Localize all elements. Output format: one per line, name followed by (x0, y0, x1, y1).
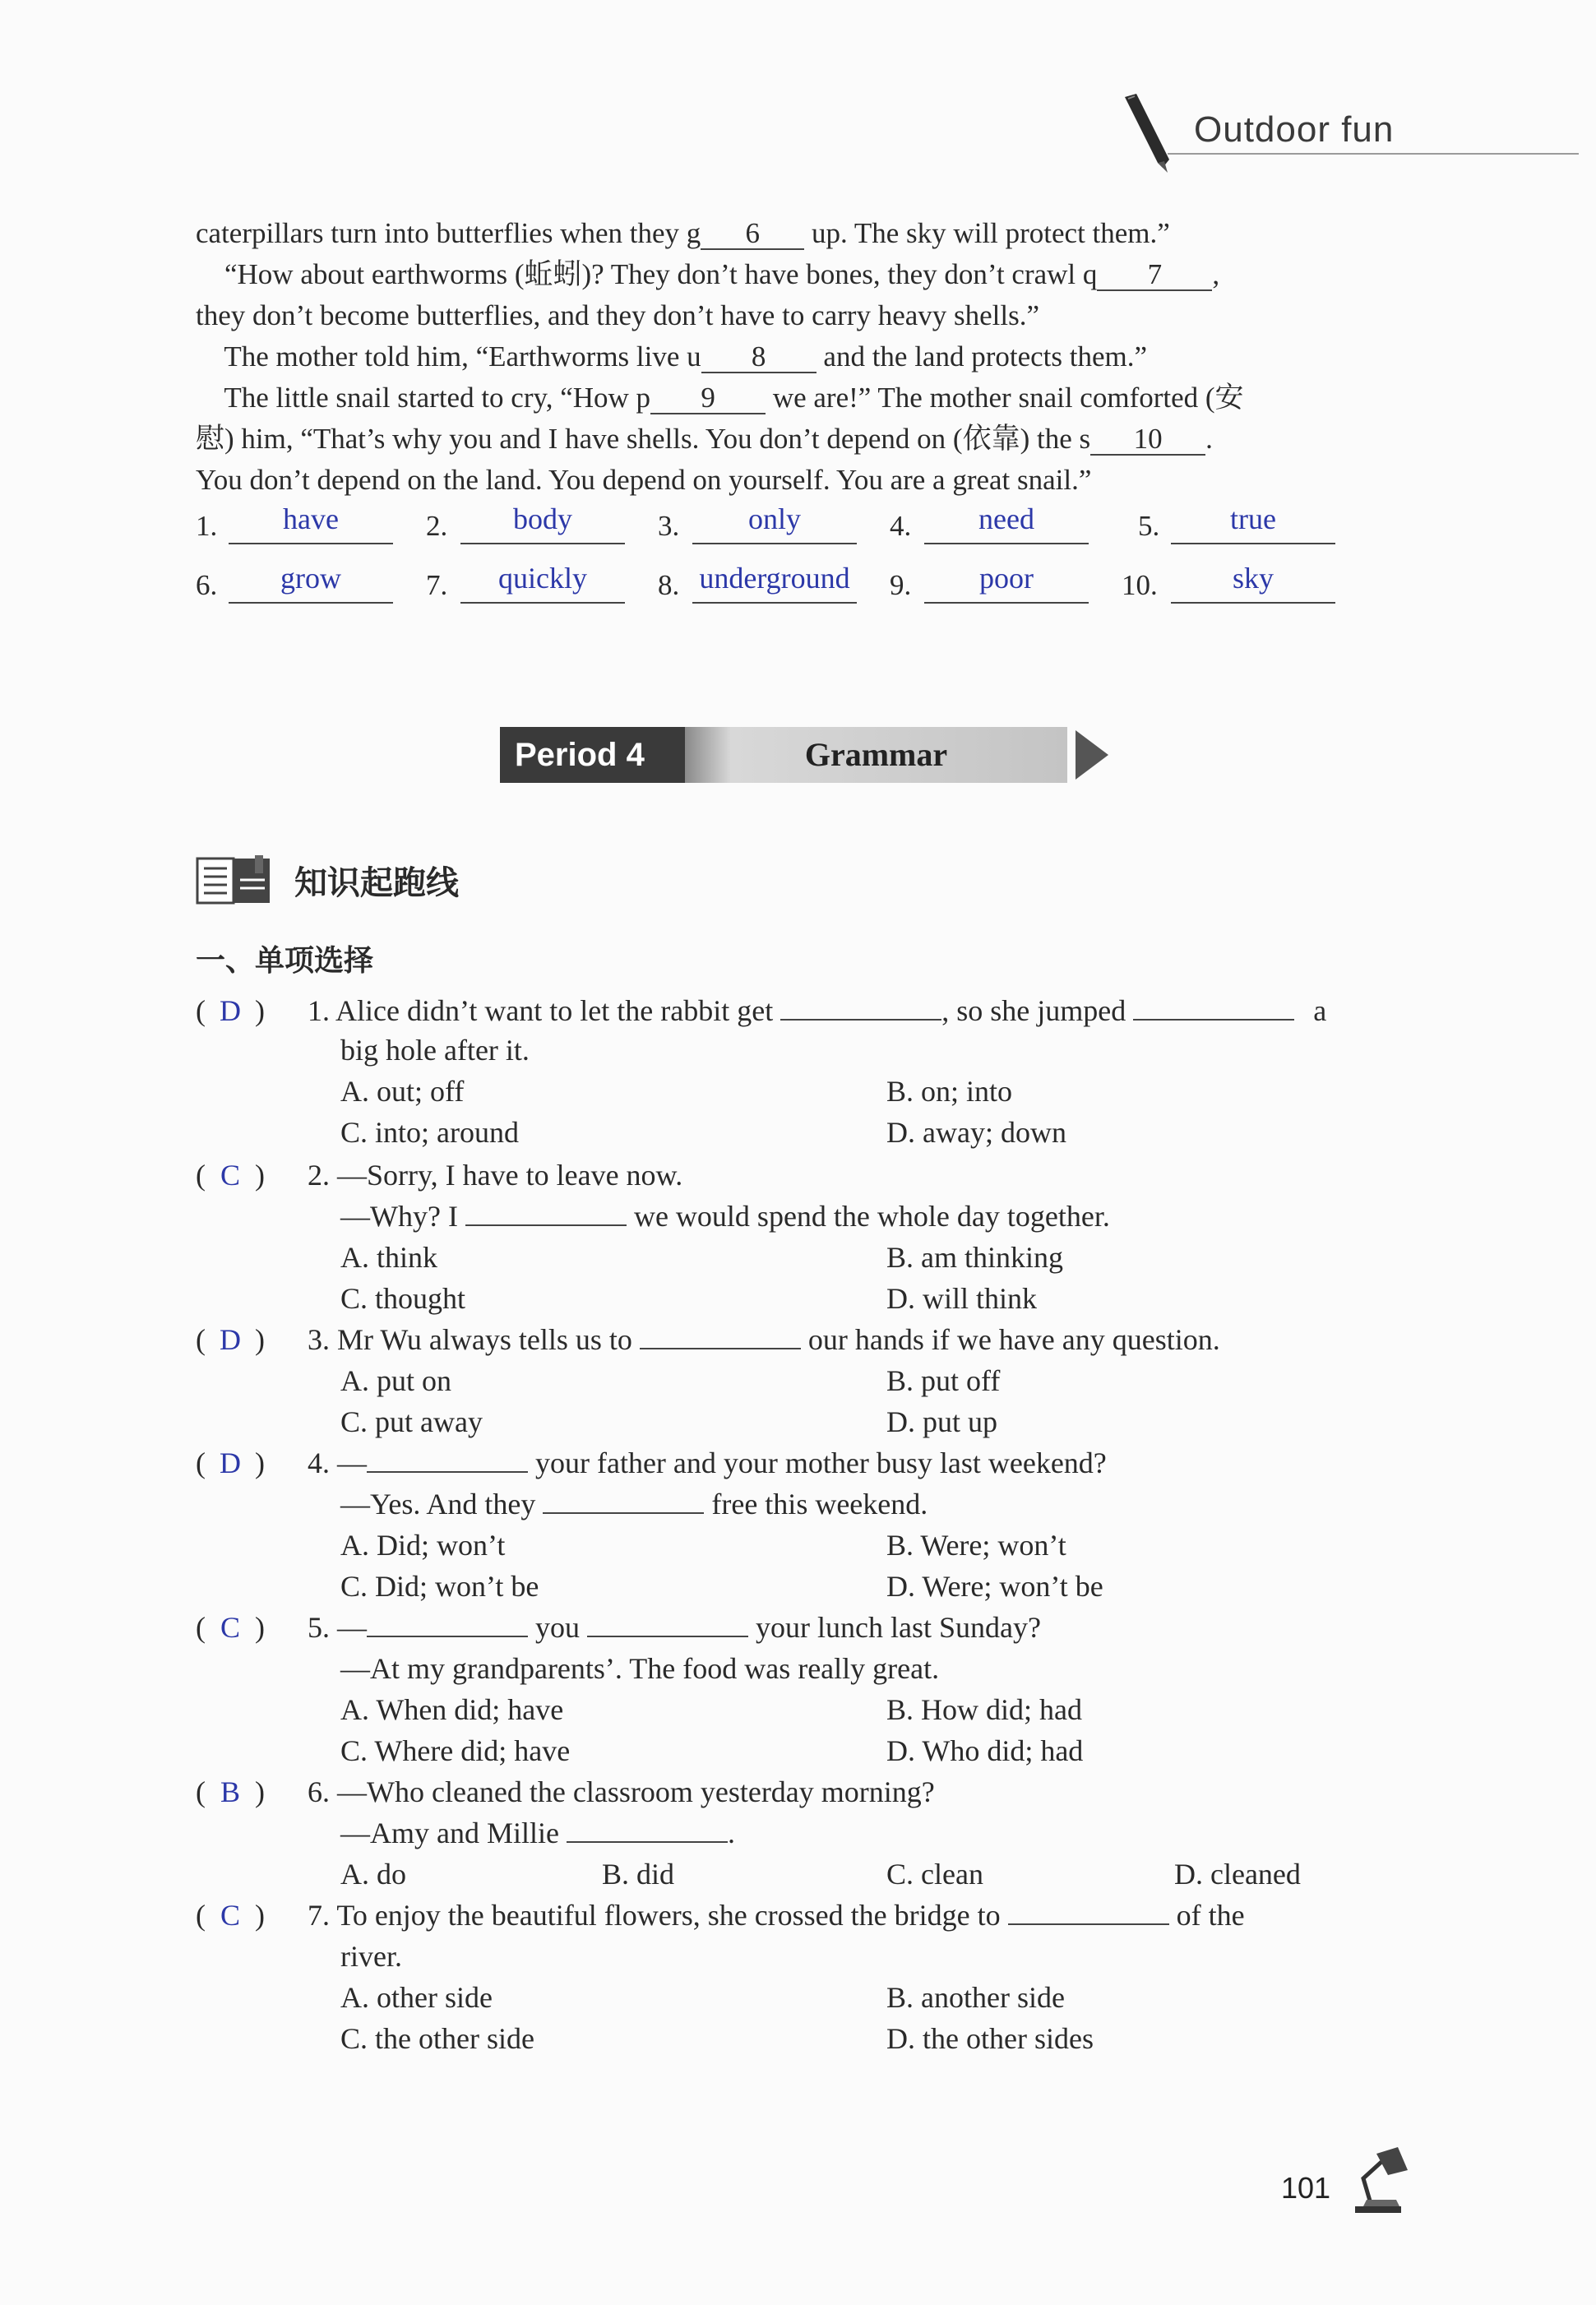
question-line: 2. —Sorry, I have to leave now. (308, 1159, 683, 1192)
question-line: 1. Alice didn’t want to let the rabbit get , so she jumped a (308, 994, 1327, 1027)
answer-value: quickly (460, 561, 625, 604)
option: A. Did; won’t (340, 1529, 506, 1562)
answer-value: underground (692, 561, 857, 604)
answer-value: poor (924, 561, 1089, 604)
chapter-title: Outdoor fun (1194, 109, 1395, 150)
passage-line: caterpillars turn into butterflies when they g 6 up. The sky will protect them.” (196, 217, 1170, 249)
option: D. the other sides (886, 2022, 1094, 2055)
period-label: Period 4 (500, 727, 685, 783)
section-title: 知识起跑线 (294, 864, 459, 901)
answer-value: grow (229, 561, 393, 604)
question-line: 5. — you your lunch last Sunday? (308, 1611, 1041, 1644)
option: D. will think (886, 1282, 1038, 1315)
question-line: —At my grandparents’. The food was really great. (340, 1652, 940, 1685)
book-icon (196, 855, 273, 905)
answer-number: 2. (426, 510, 448, 542)
option: A. When did; have (340, 1693, 564, 1726)
answer-number: 9. (890, 569, 912, 601)
option: D. Who did; had (886, 1734, 1084, 1767)
option: B. am thinking (886, 1241, 1063, 1274)
option: A. out; off (340, 1075, 465, 1108)
option: A. other side (340, 1981, 493, 2014)
option: C. clean (886, 1858, 983, 1891)
answer-value: body (460, 502, 625, 544)
question-line: big hole after it. (340, 1034, 530, 1067)
question-line: river. (340, 1940, 402, 1973)
answer-number: 4. (890, 510, 912, 542)
page-number: 101 (1281, 2171, 1331, 2205)
answer-value: have (229, 502, 393, 544)
question-line: —Yes. And they free this weekend. (340, 1488, 928, 1520)
answer-value: sky (1171, 561, 1335, 604)
option: C. thought (340, 1282, 466, 1315)
question-line: —Why? I we would spend the whole day together. (340, 1200, 1110, 1233)
answer-paren: ( D ) (196, 994, 265, 1027)
answer-value: true (1171, 502, 1335, 544)
period-topic: Grammar (685, 727, 1067, 783)
option: C. Where did; have (340, 1734, 571, 1767)
period-banner (500, 727, 1067, 783)
answer-number: 6. (196, 569, 218, 601)
option: B. on; into (886, 1075, 1013, 1108)
answer-paren: ( C ) (196, 1159, 265, 1192)
answer-value: need (924, 502, 1089, 544)
option: C. put away (340, 1405, 483, 1438)
desk-lamp-icon (1339, 2142, 1413, 2216)
option: B. Were; won’t (886, 1529, 1066, 1562)
answer-value: only (692, 502, 857, 544)
arrow-right-icon (1076, 730, 1108, 780)
question-line: —Amy and Millie . (340, 1817, 735, 1849)
option: C. into; around (340, 1116, 519, 1149)
answer-paren: ( C ) (196, 1899, 265, 1932)
passage-line: 慰) him, “That’s why you and I have shells. You don’t depend on (依靠) the s 10 . (196, 423, 1213, 455)
pen-icon (1118, 92, 1184, 174)
passage-line: The little snail started to cry, “How p 9 we are!” The mother snail comforted (安 (196, 382, 1244, 414)
answer-number: 10. (1122, 569, 1158, 601)
answer-number: 8. (658, 569, 680, 601)
option: B. put off (886, 1364, 1001, 1397)
question-line: 6. —Who cleaned the classroom yesterday morning? (308, 1775, 935, 1808)
header-rule (1168, 153, 1579, 155)
option: A. put on (340, 1364, 451, 1397)
answer-number: 3. (658, 510, 680, 542)
option: B. did (602, 1858, 675, 1891)
option: D. Were; won’t be (886, 1570, 1103, 1603)
question-line: 4. — your father and your mother busy last weekend? (308, 1446, 1107, 1479)
option: C. Did; won’t be (340, 1570, 539, 1603)
option: A. do (340, 1858, 406, 1891)
option: C. the other side (340, 2022, 534, 2055)
section-subtitle: 一、单项选择 (196, 944, 374, 977)
option: D. cleaned (1174, 1858, 1301, 1891)
passage-line: they don’t become butterflies, and they don’t have to carry heavy shells.” (196, 299, 1040, 331)
answer-number: 5. (1138, 510, 1160, 542)
passage-line: You don’t depend on the land. You depend on yourself. You are a great snail.” (196, 464, 1092, 496)
answer-paren: ( C ) (196, 1611, 265, 1644)
passage-line: “How about earthworms (蚯蚓)? They don’t have bones, they don’t crawl q 7 , (196, 258, 1220, 290)
option: D. away; down (886, 1116, 1066, 1149)
question-line: 3. Mr Wu always tells us to our hands if we have any question. (308, 1323, 1220, 1356)
question-line: 7. To enjoy the beautiful flowers, she crossed the bridge to of the (308, 1899, 1245, 1932)
answer-paren: ( B ) (196, 1775, 265, 1808)
passage-line: The mother told him, “Earthworms live u 8 and the land protects them.” (196, 340, 1148, 373)
answer-number: 1. (196, 510, 218, 542)
option: D. put up (886, 1405, 997, 1438)
answer-paren: ( D ) (196, 1446, 265, 1479)
option: B. another side (886, 1981, 1065, 2014)
option: A. think (340, 1241, 438, 1274)
answer-number: 7. (426, 569, 448, 601)
option: B. How did; had (886, 1693, 1082, 1726)
answer-paren: ( D ) (196, 1323, 265, 1356)
